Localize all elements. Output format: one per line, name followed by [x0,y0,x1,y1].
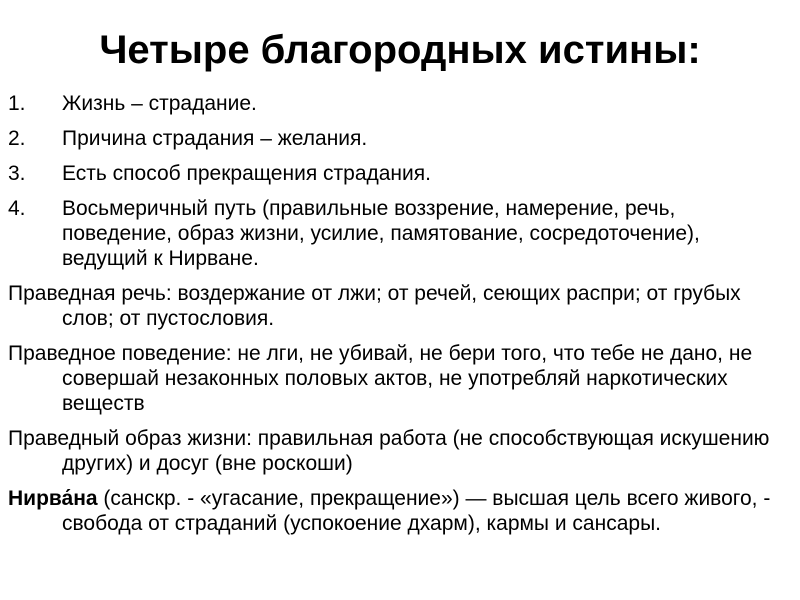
slide-content [8,91,788,546]
list-text: Причина страдания – желания. [62,127,368,150]
list-text: Есть способ прекращения страдания. [62,162,431,185]
list-item [8,196,788,271]
righteous-livelihood-paragraph: Праведный образ жизни: правильная работа (не способствующая искушению других) и досуг (вне роскоши) [8,427,770,475]
righteous-conduct-paragraph: Праведное поведение: не лги, не убивай, не бери того, что тебе не дано, не совершай незаконных половых актов, не употребляй наркотических веществ [8,342,753,415]
truths-list [8,91,788,271]
slide-title: Четыре благородных истины: [99,28,701,72]
list-number: 1. [8,92,26,115]
righteous-speech-paragraph: Праведная речь: воздержание от лжи; от речей, сеющих распри; от грубых слов; от пустословия. [8,282,741,330]
list-item [8,91,788,116]
list-text: Жизнь – страдание. [62,92,257,115]
list-number: 4. [8,197,26,220]
list-number: 2. [8,127,26,150]
list-number: 3. [8,162,26,185]
list-item [8,126,788,151]
nirvana-paragraph [8,486,788,536]
list-item [8,161,788,186]
nirvana-definition: (санскр. - «угасание, прекращение») — высшая цель всего живого, - свобода от страданий (успокоение дхарм), кармы и сансары. [62,487,771,535]
nirvana-term: Нирва́на [8,487,98,510]
list-text: Восьмеричный путь (правильные воззрение, намерение, речь, поведение, образ жизни, усилие, памятование, сосредоточение), ведущий к Нирване. [62,197,700,270]
